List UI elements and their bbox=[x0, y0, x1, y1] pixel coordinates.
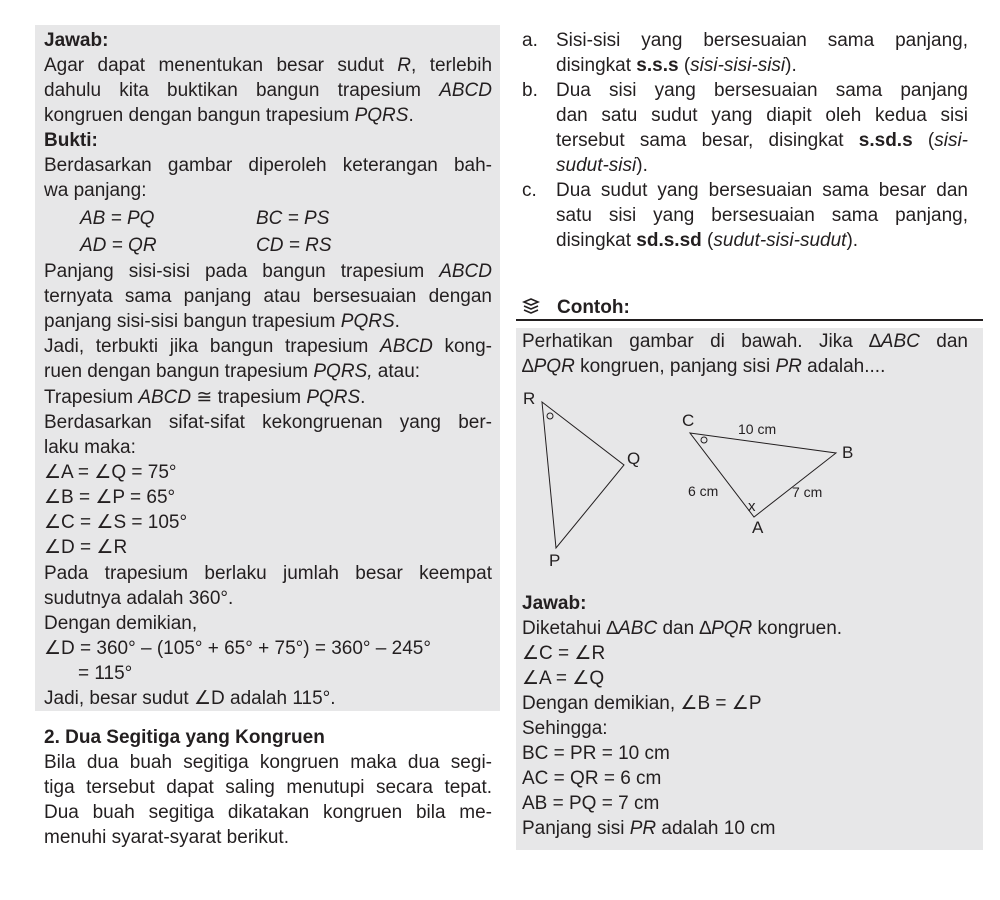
answer-line-8: AB = PQ = 7 cm bbox=[522, 793, 660, 814]
triangles-figure bbox=[516, 380, 876, 580]
list-a-line-2: disingkat s.s.s (sisi-sisi-sisi). bbox=[556, 55, 797, 76]
list-a-line-1: Sisi-sisi yang bersesuaian sama panjang, bbox=[556, 30, 968, 51]
list-c-line-2: satu sisi yang bersesuaian sama panjang, bbox=[556, 205, 968, 226]
list-b-line-3: tersebut sama besar, disingkat s.sd.s (sisi- bbox=[556, 130, 968, 151]
para3-line-1: Jadi, terbukti jika bangun trapesium ABCD kong- bbox=[44, 336, 493, 357]
bukti-line-2: wa panjang: bbox=[44, 180, 147, 201]
section-title: 2. Dua Segitiga yang Kongruen bbox=[44, 727, 325, 748]
calculation-line-1: ∠D = 360° – (105° + 65° + 75°) = 360° – 245° bbox=[44, 638, 431, 659]
list-c-line-3: disingkat sd.s.sd (sudut-sisi-sudut). bbox=[556, 230, 859, 251]
angle-c-marker bbox=[701, 437, 707, 443]
equation-ad-qr: AD = QR bbox=[80, 235, 157, 256]
label-r: R bbox=[523, 389, 536, 408]
angle-b-p: ∠B = ∠P = 65° bbox=[44, 487, 176, 508]
list-b-line-2: dan satu sudut yang diapit oleh kedua sisi bbox=[556, 105, 968, 126]
para2-line-1: Panjang sisi-sisi pada bangun trapesium ABCD bbox=[44, 261, 492, 282]
list-b-line-1: Dua sisi yang bersesuaian sama panjang bbox=[556, 80, 968, 101]
angle-r-marker bbox=[547, 413, 553, 419]
label-ca-length: 6 cm bbox=[688, 483, 719, 499]
contoh-label: Contoh: bbox=[557, 297, 630, 318]
book-stack-icon bbox=[522, 298, 540, 314]
answer-line-3: ∠A = ∠Q bbox=[522, 668, 605, 689]
list-marker-a: a. bbox=[522, 30, 538, 51]
intro-line-2: dahulu kita buktikan bangun trapesium ABCD bbox=[44, 80, 492, 101]
label-b: B bbox=[842, 443, 854, 462]
para5-line-1: Berdasarkan sifat-sifat kekongruenan yang ber- bbox=[44, 412, 492, 433]
conclusion: Jadi, besar sudut ∠D adalah 115°. bbox=[44, 688, 336, 709]
label-c: C bbox=[682, 411, 695, 430]
equation-cd-rs: CD = RS bbox=[256, 235, 332, 256]
angle-a-marker-x: x bbox=[748, 498, 756, 515]
label-q: Q bbox=[627, 449, 641, 468]
answer-line-7: AC = QR = 6 cm bbox=[522, 768, 662, 789]
label-p: P bbox=[549, 551, 561, 570]
intro-line-1: Agar dapat menentukan besar sudut R, terlebih bbox=[44, 55, 493, 76]
question-line-1: Perhatikan gambar di bawah. Jika ∆ABC dan bbox=[522, 331, 968, 352]
triangle-abc bbox=[682, 411, 853, 537]
section-body-line-3: Dua buah segitiga dikatakan kongruen bila me- bbox=[44, 802, 492, 823]
angle-c-s: ∠C = ∠S = 105° bbox=[44, 512, 188, 533]
congruence-statement: Trapesium ABCD ≅ trapesium PQRS. bbox=[44, 387, 366, 408]
list-c-line-1: Dua sudut yang bersesuaian sama besar dan bbox=[556, 180, 968, 201]
para6-line-1: Pada trapesium berlaku jumlah besar keempat bbox=[44, 563, 492, 584]
para7: Dengan demikian, bbox=[44, 613, 198, 634]
answer-line-6: BC = PR = 10 cm bbox=[522, 743, 670, 764]
section-body-line-4: menuhi syarat-syarat berikut. bbox=[44, 827, 289, 848]
answer-line-5: Sehingga: bbox=[522, 718, 608, 739]
section-body-line-1: Bila dua buah segitiga kongruen maka dua segi- bbox=[44, 752, 492, 773]
answer-line-2: ∠C = ∠R bbox=[522, 643, 606, 664]
answer-line-9: Panjang sisi PR adalah 10 cm bbox=[522, 818, 776, 839]
bukti-line-1: Berdasarkan gambar diperoleh keterangan bah- bbox=[44, 155, 492, 176]
jawab-heading: Jawab: bbox=[44, 30, 109, 51]
equation-ab-pq: AB = PQ bbox=[80, 208, 155, 229]
example-jawab-heading: Jawab: bbox=[522, 593, 587, 614]
equation-bc-ps: BC = PS bbox=[256, 208, 330, 229]
bukti-heading: Bukti: bbox=[44, 130, 98, 151]
intro-line-3: kongruen dengan bangun trapesium PQRS. bbox=[44, 105, 414, 126]
para3-line-2: ruen dengan bangun trapesium PQRS, atau: bbox=[44, 361, 421, 382]
label-ab-length: 7 cm bbox=[792, 484, 823, 500]
triangle-pqr bbox=[523, 389, 640, 570]
para2-line-3: panjang sisi-sisi bangun trapesium PQRS. bbox=[44, 311, 400, 332]
calculation-line-2: = 115° bbox=[78, 663, 133, 684]
answer-line-1: Diketahui ∆ABC dan ∆PQR kongruen. bbox=[522, 618, 843, 639]
angle-a-q: ∠A = ∠Q = 75° bbox=[44, 462, 177, 483]
label-a: A bbox=[752, 518, 764, 537]
question-line-2: ∆PQR kongruen, panjang sisi PR adalah.... bbox=[522, 356, 886, 377]
list-marker-b: b. bbox=[522, 80, 538, 101]
para2-line-2: ternyata sama panjang atau bersesuaian dengan bbox=[44, 286, 492, 307]
para6-line-2: sudutnya adalah 360°. bbox=[44, 588, 234, 609]
angle-d-r: ∠D = ∠R bbox=[44, 537, 128, 558]
answer-line-4: Dengan demikian, ∠B = ∠P bbox=[522, 693, 762, 714]
list-marker-c: c. bbox=[522, 180, 537, 201]
section-body-line-2: tiga tersebut dapat saling menutupi secara tepat. bbox=[44, 777, 492, 798]
list-b-line-4: sudut-sisi). bbox=[556, 155, 648, 176]
para5-line-2: laku maka: bbox=[44, 437, 136, 458]
label-cb-length: 10 cm bbox=[738, 421, 777, 437]
